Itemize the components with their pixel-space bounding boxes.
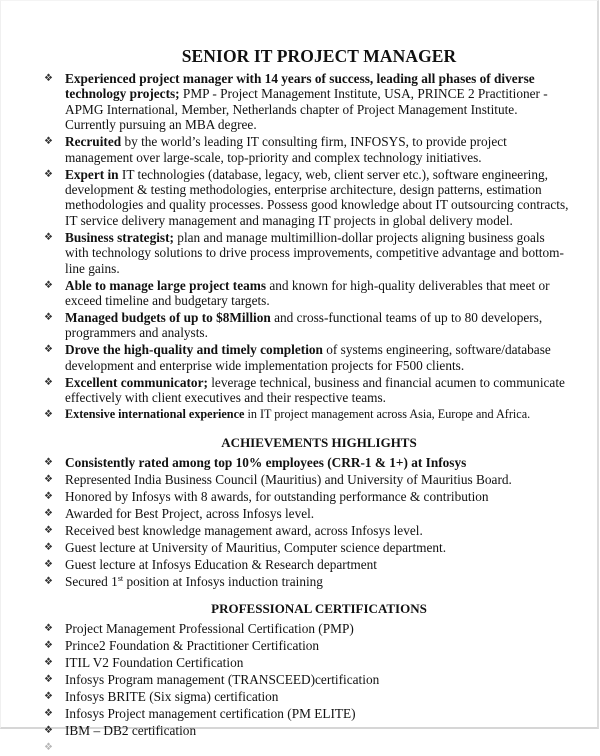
diamond-bullet-icon: ❖ [44, 623, 53, 635]
certification-item: ❖ Infosys Project management certification (PM ELITE) [44, 706, 356, 722]
summary-item: ❖ Drove the high-quality and timely completion of systems engineering, software/database development and enterprise wide implementation projects for F500 clients. [44, 342, 551, 373]
summary-item: ❖ Business strategist; plan and manage multimillion-dollar projects aligning business goals with technology solutions to drive process improvements, competitive advantage and bottom-line gains. [44, 229, 564, 276]
achievement-item: ❖ Consistently rated among top 10% employees (CRR-1 & 1+) at Infosys [44, 454, 467, 470]
diamond-bullet-icon: ❖ [44, 507, 53, 519]
certification-item: ❖ Prince2 Foundation & Practitioner Certification [44, 638, 320, 654]
diamond-bullet-icon: ❖ [44, 558, 53, 570]
achievement-item: ❖ Guest lecture at Infosys Education & Research department [44, 556, 377, 572]
summary-item: ❖ Able to manage large project teams and known for high-quality deliverables that meet or exceed timeline and budgetary targets. [44, 277, 550, 309]
achievements-list [41, 455, 571, 589]
achievement-item: ❖ Awarded for Best Project, across Infosys level. [44, 505, 315, 521]
diamond-bullet-icon: ❖ [44, 73, 53, 84]
achievement-item: ❖ Represented India Business Council (Mauritius) and University of Mauritius Board. [44, 471, 512, 487]
diamond-bullet-icon: ❖ [44, 136, 53, 148]
certifications-heading: PROFESSIONAL CERTIFICATIONS [211, 601, 427, 617]
diamond-bullet-icon: ❖ [44, 344, 53, 356]
certification-item-clipped [41, 740, 571, 754]
summary-list [41, 71, 571, 423]
achievement-item: ❖ Honored by Infosys with 8 awards, for outstanding performance & contribution [44, 488, 489, 504]
certification-item: ❖ ITIL V2 Foundation Certification [44, 655, 244, 671]
diamond-bullet-icon: ❖ [44, 279, 53, 291]
summary-item: ❖ Excellent communicator; leverage technical, business and financial acumen to communicate effectively with client executives and their respective teams. [44, 374, 565, 406]
diamond-bullet-icon: ❖ [44, 456, 53, 468]
diamond-bullet-icon: ❖ [44, 541, 53, 553]
diamond-bullet-icon: ❖ [44, 376, 53, 388]
achievement-item: ❖ Guest lecture at University of Mauritius, Computer science department. [44, 539, 447, 555]
diamond-bullet-icon: ❖ [44, 742, 53, 754]
diamond-bullet-icon: ❖ [44, 231, 53, 243]
diamond-bullet-icon: ❖ [44, 657, 53, 669]
diamond-bullet-icon: ❖ [44, 691, 53, 703]
summary-item: ❖ Expert in IT technologies (database, legacy, web, client server etc.), software engineering, development & testing methodologies, enterprise architecture, design patterns, estimation methodologies and quality processes. Possess good knowledge about IT outsourcing contracts, IT service delivery management and managing IT projects in global delivery model. [44, 166, 569, 228]
summary-item: ❖ Extensive international experience in IT project management across Asia, Europe and Africa. [44, 407, 531, 422]
diamond-bullet-icon: ❖ [44, 312, 53, 324]
resume-content [41, 46, 571, 754]
diamond-bullet-icon: ❖ [44, 708, 53, 720]
certifications-list [41, 621, 571, 754]
diamond-bullet-icon: ❖ [44, 473, 53, 485]
certification-item: ❖ IBM – DB2 certification [44, 723, 197, 739]
summary-item: ❖ Managed budgets of up to $8Million and cross-functional teams of up to 80 developers, programmers and analysts. [44, 310, 543, 341]
certification-item: ❖ Project Management Professional Certification (PMP) [44, 621, 354, 637]
page-title: SENIOR IT PROJECT MANAGER [181, 46, 457, 66]
diamond-bullet-icon: ❖ [44, 725, 53, 737]
diamond-bullet-icon: ❖ [44, 490, 53, 502]
achievement-item: ❖ Received best knowledge management award, across Infosys level. [44, 522, 423, 538]
diamond-bullet-icon: ❖ [44, 674, 53, 686]
summary-item: ❖ Recruited by the world’s leading IT consulting firm, INFOSYS, to provide project management over large-scale, top-priority and complex technology initiatives. [44, 134, 507, 165]
diamond-bullet-icon: ❖ [44, 640, 53, 652]
diamond-bullet-icon: ❖ [44, 168, 53, 180]
diamond-bullet-icon: ❖ [44, 409, 53, 421]
achievement-item: ❖ Secured 1st position at Infosys induction training [44, 573, 323, 589]
certification-item: ❖ Infosys BRITE (Six sigma) certification [44, 689, 279, 705]
diamond-bullet-icon: ❖ [44, 575, 53, 587]
summary-item: ❖ Experienced project manager with 14 years of success, leading all phases of diverse technology projects; PMP - Project Management Institute, USA, PRINCE 2 Practitioner - APMG International, Member, Netherlands chapter of Project Management Institute. Currently pursuing an MBA degree. [44, 71, 548, 133]
certification-item: ❖ Infosys Program management (TRANSCEED)certification [44, 672, 380, 688]
diamond-bullet-icon: ❖ [44, 524, 53, 536]
achievements-heading: ACHIEVEMENTS HIGHLIGHTS [221, 434, 417, 450]
